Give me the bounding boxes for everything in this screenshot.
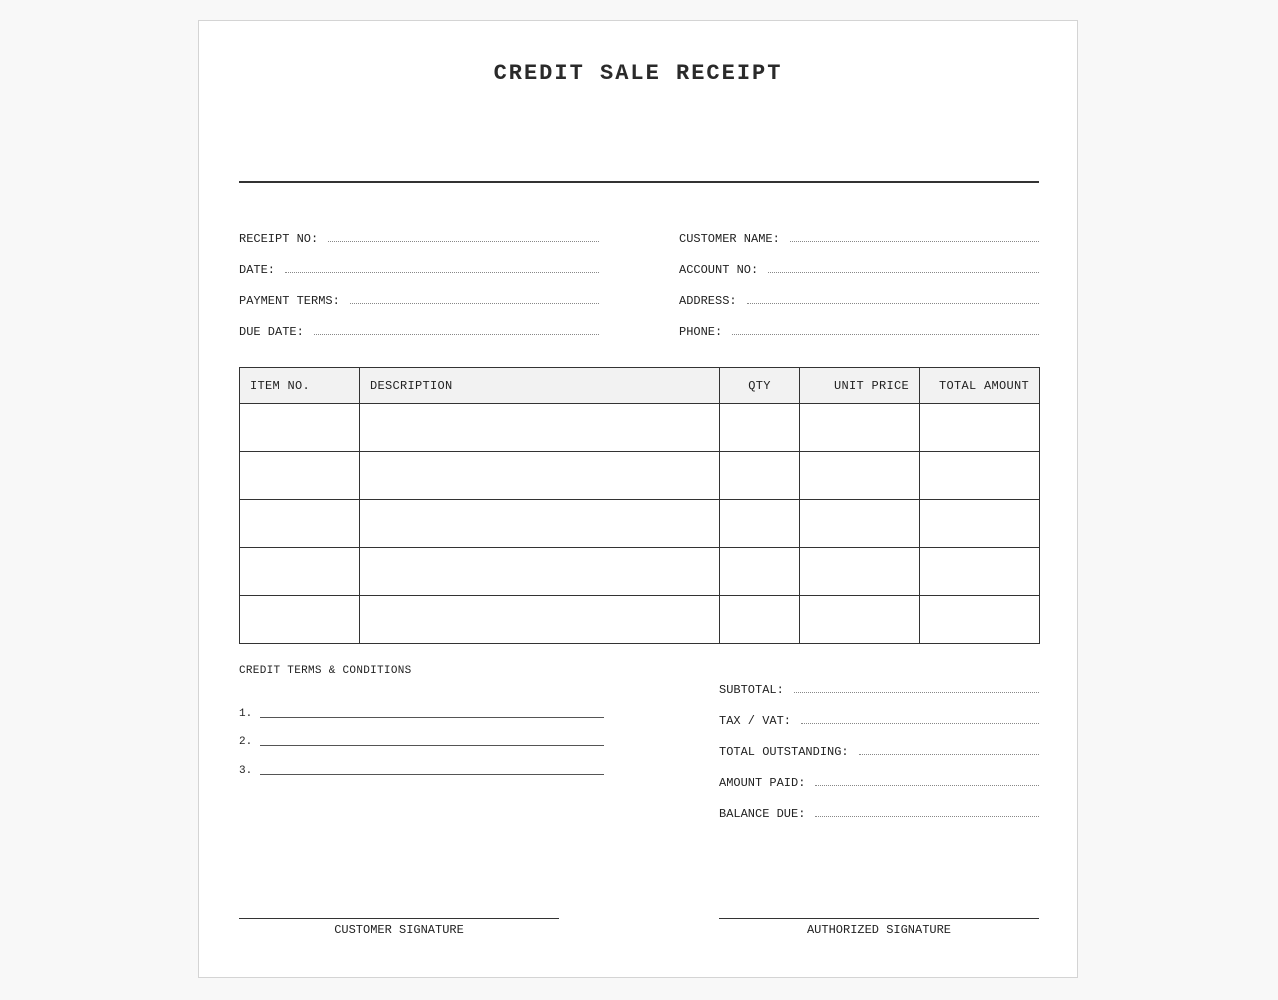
credit-terms-heading: CREDIT TERMS & CONDITIONS xyxy=(239,665,412,677)
table-row xyxy=(240,452,1040,500)
header-total-amount: TOTAL AMOUNT xyxy=(920,368,1040,404)
tax-vat-label: TAX / VAT: xyxy=(719,714,792,728)
item-no-cell[interactable] xyxy=(240,452,360,500)
payment-terms-input[interactable] xyxy=(350,293,599,304)
total-amount-cell[interactable] xyxy=(920,548,1040,596)
unit-price-cell[interactable] xyxy=(800,548,920,596)
total-amount-cell[interactable] xyxy=(920,500,1040,548)
address-label: ADDRESS: xyxy=(679,294,737,308)
due-date-input[interactable] xyxy=(314,324,599,335)
unit-price-cell[interactable] xyxy=(800,500,920,548)
date-label: DATE: xyxy=(239,263,276,277)
credit-term-item xyxy=(239,720,604,749)
subtotal-label: SUBTOTAL: xyxy=(719,683,784,697)
balance-due-input[interactable] xyxy=(815,806,1039,817)
qty-cell[interactable] xyxy=(720,452,800,500)
item-no-cell[interactable] xyxy=(240,404,360,452)
due-date-field xyxy=(239,308,599,339)
header-unit-price: UNIT PRICE xyxy=(800,368,920,404)
date-field xyxy=(239,246,599,277)
totals-section xyxy=(719,666,1039,821)
address-input[interactable] xyxy=(747,293,1039,304)
receipt-no-label: RECEIPT NO: xyxy=(239,232,319,246)
table-row xyxy=(240,548,1040,596)
table-row xyxy=(240,596,1040,644)
date-input[interactable] xyxy=(285,262,599,273)
description-cell[interactable] xyxy=(360,500,720,548)
items-table xyxy=(239,367,1040,644)
credit-term-item xyxy=(239,691,604,720)
item-no-cell[interactable] xyxy=(240,596,360,644)
total-amount-cell[interactable] xyxy=(920,404,1040,452)
description-cell[interactable] xyxy=(360,596,720,644)
qty-cell[interactable] xyxy=(720,596,800,644)
qty-cell[interactable] xyxy=(720,500,800,548)
address-field xyxy=(679,277,1039,308)
header-item-no: ITEM NO. xyxy=(240,368,360,404)
amount-paid-input[interactable] xyxy=(815,775,1039,786)
header-divider xyxy=(239,181,1039,183)
account-no-field xyxy=(679,246,1039,277)
customer-info-section xyxy=(679,215,1039,339)
due-date-label: DUE DATE: xyxy=(239,325,304,339)
total-amount-cell[interactable] xyxy=(920,596,1040,644)
balance-due-label: BALANCE DUE: xyxy=(719,807,806,821)
credit-term-input[interactable] xyxy=(260,735,604,746)
customer-signature-line[interactable] xyxy=(239,918,559,919)
authorized-signature-line[interactable] xyxy=(719,918,1039,919)
payment-terms-label: PAYMENT TERMS: xyxy=(239,294,340,308)
unit-price-cell[interactable] xyxy=(800,404,920,452)
description-cell[interactable] xyxy=(360,452,720,500)
description-cell[interactable] xyxy=(360,404,720,452)
header-description: DESCRIPTION xyxy=(360,368,720,404)
authorized-signature-block xyxy=(719,918,1039,937)
amount-paid-field xyxy=(719,759,1039,790)
credit-term-input[interactable] xyxy=(260,707,604,718)
item-no-cell[interactable] xyxy=(240,548,360,596)
page-title: CREDIT SALE RECEIPT xyxy=(493,61,783,86)
balance-due-field xyxy=(719,790,1039,821)
table-row xyxy=(240,404,1040,452)
customer-signature-block xyxy=(239,918,559,937)
credit-term-item xyxy=(239,748,604,777)
authorized-signature-label: AUTHORIZED SIGNATURE xyxy=(806,923,952,937)
customer-name-field xyxy=(679,215,1039,246)
item-no-cell[interactable] xyxy=(240,500,360,548)
account-no-input[interactable] xyxy=(768,262,1039,273)
unit-price-cell[interactable] xyxy=(800,596,920,644)
account-no-label: ACCOUNT NO: xyxy=(679,263,759,277)
table-header-row xyxy=(240,368,1040,404)
credit-term-number: 3. xyxy=(239,764,253,777)
header-qty: QTY xyxy=(720,368,800,404)
receipt-page xyxy=(198,20,1078,978)
amount-paid-label: AMOUNT PAID: xyxy=(719,776,806,790)
phone-label: PHONE: xyxy=(679,325,723,339)
description-cell[interactable] xyxy=(360,548,720,596)
customer-name-input[interactable] xyxy=(790,231,1039,242)
tax-vat-input[interactable] xyxy=(801,713,1039,724)
subtotal-field xyxy=(719,666,1039,697)
customer-name-label: CUSTOMER NAME: xyxy=(679,232,780,246)
unit-price-cell[interactable] xyxy=(800,452,920,500)
credit-term-number: 2. xyxy=(239,736,253,748)
qty-cell[interactable] xyxy=(720,404,800,452)
customer-signature-label: CUSTOMER SIGNATURE xyxy=(334,923,464,937)
receipt-info-section xyxy=(239,215,599,339)
table-row xyxy=(240,500,1040,548)
credit-terms-section xyxy=(239,665,604,777)
receipt-no-field xyxy=(239,215,599,246)
subtotal-input[interactable] xyxy=(794,682,1039,693)
total-outstanding-label: TOTAL OUTSTANDING: xyxy=(719,745,849,759)
payment-terms-field xyxy=(239,277,599,308)
phone-input[interactable] xyxy=(732,324,1039,335)
qty-cell[interactable] xyxy=(720,548,800,596)
receipt-no-input[interactable] xyxy=(328,231,599,242)
credit-term-input[interactable] xyxy=(260,764,604,775)
tax-vat-field xyxy=(719,697,1039,728)
phone-field xyxy=(679,308,1039,339)
total-outstanding-input[interactable] xyxy=(859,744,1039,755)
credit-term-number: 1. xyxy=(239,707,253,720)
total-amount-cell[interactable] xyxy=(920,452,1040,500)
total-outstanding-field xyxy=(719,728,1039,759)
